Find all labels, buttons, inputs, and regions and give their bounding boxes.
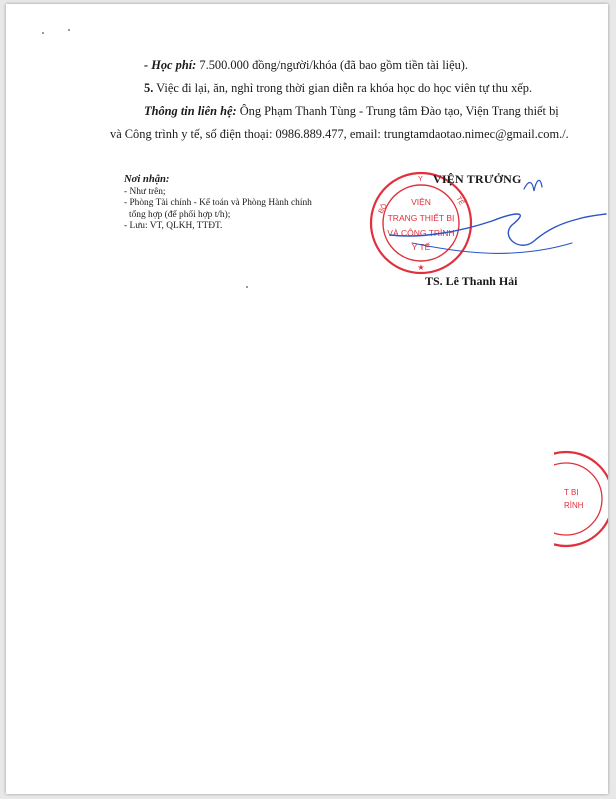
fee-line [144, 54, 468, 76]
stamp-arc-right: TẾ [454, 195, 465, 207]
stamp-line-2: TRANG THIẾT BỊ [387, 213, 455, 223]
recipient-item: tổng hợp (để phối hợp t/h); [129, 209, 231, 220]
stamp-star-icon: ★ [417, 263, 425, 272]
stamp-arc-top: Y [418, 176, 423, 183]
scan-speck [68, 29, 70, 31]
partial-stamp [554, 446, 608, 552]
scan-speck [42, 32, 44, 34]
scan-speck [246, 286, 248, 288]
partial-stamp-line-2: RÌNH [564, 501, 584, 510]
stamp-line-1: VIỆN [411, 197, 431, 207]
item5-text: Việc đi lại, ăn, nghỉ trong thời gian diễn ra khóa học do học viên tự thu xếp. [153, 81, 533, 95]
recipient-item: - Phòng Tài chính - Kế toán và Phòng Hành chính [124, 198, 312, 208]
fee-label: - Học phí: [144, 58, 197, 72]
contact-label: Thông tin liên hệ: [144, 104, 237, 118]
partial-stamp-line-1: T BỊ [564, 488, 579, 497]
handwritten-signature [382, 169, 608, 269]
fee-text: 7.500.000 đồng/người/khóa (đã bao gồm tiền tài liệu). [196, 58, 469, 72]
document-page [6, 4, 608, 794]
recipients-title: Nơi nhận: [124, 174, 170, 185]
recipient-item: - Như trên; [124, 186, 166, 197]
recipients-block [124, 174, 312, 233]
stamp-line-3: VÀ CÔNG TRÌNH [387, 228, 455, 238]
stamp-arc-left: BỘ [377, 202, 389, 215]
recipient-item: - Lưu: VT, QLKH, TTĐT. [124, 221, 223, 231]
item5-line [144, 77, 532, 99]
contact-line-2 [110, 123, 569, 145]
signature-title: VIỆN TRƯỞNG [433, 172, 522, 186]
contact-text-2: và Công trình y tế, số điện thoại: 0986.889.477, email: trungtamdaotao.nimec@gmail.com./. [110, 127, 569, 141]
contact-line-1 [144, 100, 559, 122]
stamp-line-4: Y TẾ [411, 242, 431, 252]
contact-text-1: Ông Phạm Thanh Tùng - Trung tâm Đào tạo, Viện Trang thiết bị [236, 104, 559, 118]
signer-name: TS. Lê Thanh Hải [425, 274, 518, 288]
item5-number: 5. [144, 81, 154, 95]
